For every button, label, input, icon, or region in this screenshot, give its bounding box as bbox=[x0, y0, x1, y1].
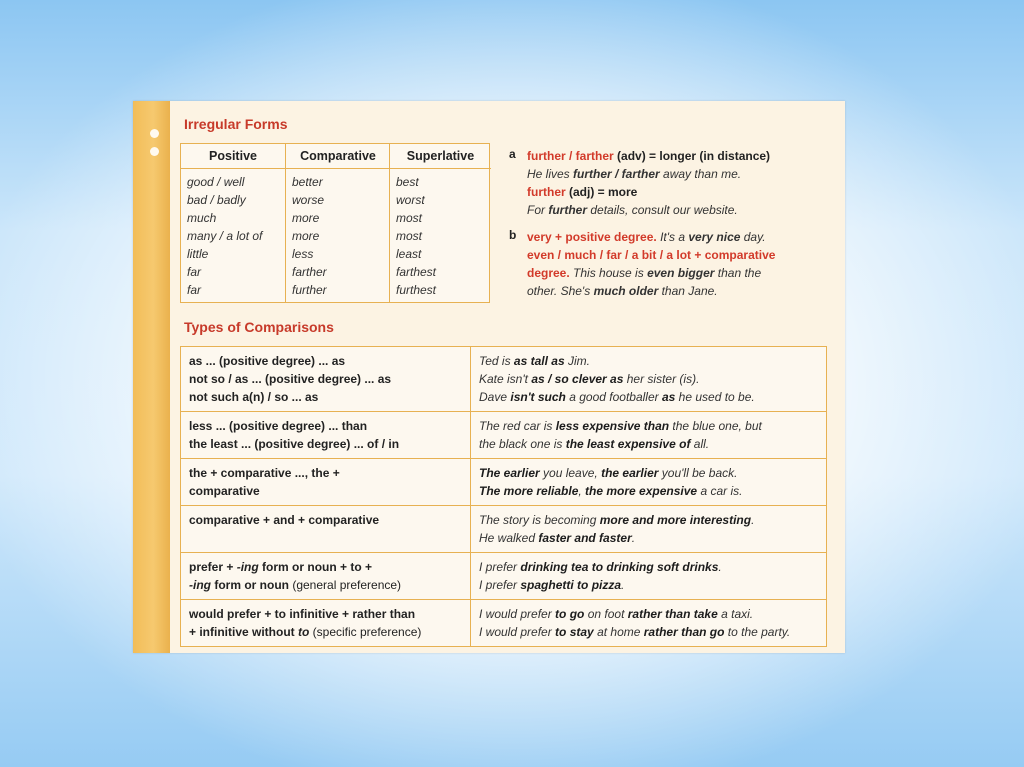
table-row bbox=[181, 412, 826, 459]
structure-line: the least ... (positive degree) ... of / in bbox=[189, 437, 400, 451]
example-text: . bbox=[751, 513, 755, 527]
note-line bbox=[527, 228, 839, 246]
superlative-cell: least bbox=[396, 247, 422, 261]
note-letter: b bbox=[509, 228, 517, 242]
comparative-cell: farther bbox=[292, 265, 327, 279]
example-line bbox=[479, 352, 818, 370]
note-emphasis: even bigger bbox=[647, 266, 715, 280]
example-text: at home bbox=[593, 625, 644, 639]
example-emphasis: drinking tea to drinking soft drinks bbox=[520, 560, 719, 574]
example-text: you leave, bbox=[539, 466, 602, 480]
example-text: I would prefer bbox=[479, 607, 556, 621]
example-line bbox=[479, 370, 818, 388]
structure-text: form or noun bbox=[211, 578, 293, 592]
example-emphasis: rather than take bbox=[627, 607, 718, 621]
note-line bbox=[527, 147, 839, 165]
textbook-page bbox=[133, 101, 845, 653]
table-row bbox=[181, 600, 826, 646]
positive-cell: many / a lot of bbox=[187, 229, 263, 243]
page-spine bbox=[133, 101, 170, 653]
example-emphasis: less expensive than bbox=[555, 419, 670, 433]
positive-cell: good / well bbox=[187, 175, 245, 189]
example-text: The red car is bbox=[479, 419, 556, 433]
superlative-cell: worst bbox=[396, 193, 425, 207]
superlative-cell: most bbox=[396, 211, 423, 225]
example-emphasis: to go bbox=[555, 607, 585, 621]
example-cell bbox=[471, 506, 826, 552]
example-emphasis: to stay bbox=[555, 625, 594, 639]
structure-text: form or noun + to + bbox=[258, 560, 373, 574]
structure-cell bbox=[181, 412, 471, 458]
comparative-column bbox=[285, 144, 390, 302]
usage-notes bbox=[509, 147, 839, 300]
example-text: . bbox=[621, 578, 625, 592]
structure-cell bbox=[181, 347, 471, 411]
example-line bbox=[479, 435, 818, 453]
structure-line bbox=[189, 558, 462, 576]
note-letter: a bbox=[509, 147, 516, 161]
structure-text: to bbox=[298, 625, 310, 639]
example-line bbox=[479, 623, 818, 641]
example-text: Kate isn't bbox=[479, 372, 532, 386]
example-emphasis: rather than go bbox=[643, 625, 725, 639]
example-line bbox=[479, 558, 818, 576]
structure-line bbox=[189, 576, 462, 594]
example-text: on foot bbox=[584, 607, 628, 621]
example-text: I prefer bbox=[479, 578, 521, 592]
example-text: a taxi. bbox=[717, 607, 754, 621]
note-line bbox=[527, 246, 839, 264]
comparative-header: Comparative bbox=[286, 144, 390, 169]
note-text: away than me. bbox=[659, 167, 742, 181]
positive-cell: little bbox=[187, 247, 209, 261]
structure-line: would prefer + to infinitive + rather than bbox=[189, 607, 416, 621]
structure-text: -ing bbox=[189, 578, 211, 592]
note-text: than Jane. bbox=[658, 284, 718, 298]
note-keyword: further / farther bbox=[527, 149, 614, 163]
example-text: a good footballer bbox=[565, 390, 662, 404]
comparative-cell: more bbox=[292, 211, 320, 225]
note-a bbox=[509, 147, 839, 219]
superlative-cell: farthest bbox=[396, 265, 437, 279]
note-text: other. She's bbox=[527, 284, 594, 298]
example-cell bbox=[471, 600, 826, 646]
example-text: . bbox=[631, 531, 636, 545]
example-text: Jim. bbox=[564, 354, 590, 368]
note-emphasis: further bbox=[548, 203, 588, 217]
example-line bbox=[479, 482, 818, 500]
example-cell bbox=[471, 347, 826, 411]
superlative-cell: best bbox=[396, 175, 419, 189]
example-text: the blue one, but bbox=[669, 419, 762, 433]
note-b bbox=[509, 228, 839, 300]
superlative-cell: most bbox=[396, 229, 423, 243]
example-text: Dave bbox=[479, 390, 511, 404]
note-keyword: even / much / far / a bit / a lot + comparative bbox=[527, 248, 776, 262]
example-line bbox=[479, 529, 818, 547]
positive-cell: bad / badly bbox=[187, 193, 246, 207]
example-text: Ted is bbox=[479, 354, 514, 368]
example-emphasis: The more reliable bbox=[479, 484, 579, 498]
example-emphasis: isn't such bbox=[510, 390, 566, 404]
example-emphasis: spaghetti to pizza bbox=[520, 578, 622, 592]
comparisons-table bbox=[180, 346, 827, 647]
note-line bbox=[527, 264, 839, 282]
note-keyword: further bbox=[527, 185, 566, 199]
note-emphasis: further / farther bbox=[573, 167, 660, 181]
example-emphasis: faster and faster bbox=[538, 531, 632, 545]
note-text: For bbox=[527, 203, 549, 217]
example-line bbox=[479, 417, 818, 435]
note-line bbox=[527, 183, 839, 201]
structure-line: comparative bbox=[189, 484, 260, 498]
example-emphasis: as bbox=[661, 390, 676, 404]
example-text: the black one is bbox=[479, 437, 566, 451]
note-text: details, consult our website. bbox=[587, 203, 738, 217]
superlative-cell: furthest bbox=[396, 283, 437, 297]
irregular-forms-heading: Irregular Forms bbox=[184, 116, 288, 132]
structure-line: as ... (positive degree) ... as bbox=[189, 354, 346, 368]
note-example bbox=[527, 165, 839, 183]
example-emphasis: more and more interesting bbox=[599, 513, 752, 527]
positive-header: Positive bbox=[181, 144, 285, 169]
structure-line: not so / as ... (positive degree) ... as bbox=[189, 372, 392, 386]
table-row bbox=[181, 459, 826, 506]
table-row bbox=[181, 553, 826, 600]
comparative-cell: further bbox=[292, 283, 327, 297]
example-text: I prefer bbox=[479, 560, 521, 574]
table-row bbox=[181, 347, 826, 412]
structure-cell bbox=[181, 553, 471, 599]
note-emphasis: much older bbox=[593, 284, 659, 298]
note-text: This house is bbox=[569, 266, 648, 280]
structure-line: not such a(n) / so ... as bbox=[189, 390, 319, 404]
example-text: he used to be. bbox=[675, 390, 755, 404]
note-text: than the bbox=[714, 266, 762, 280]
note-text: (adv) = longer (in distance) bbox=[613, 149, 771, 163]
structure-cell bbox=[181, 506, 471, 552]
example-text: . bbox=[718, 560, 722, 574]
note-keyword: degree. bbox=[527, 266, 570, 280]
structure-cell bbox=[181, 459, 471, 505]
comparative-cell: less bbox=[292, 247, 314, 261]
example-text: a car is. bbox=[697, 484, 743, 498]
example-cell bbox=[471, 412, 826, 458]
note-example bbox=[527, 201, 839, 219]
example-text: He walked bbox=[479, 531, 539, 545]
example-text: you'll be back. bbox=[658, 466, 738, 480]
comparative-cell: worse bbox=[292, 193, 325, 207]
structure-line: comparative + and + comparative bbox=[189, 513, 380, 527]
example-text: , bbox=[578, 484, 586, 498]
structure-note: (general preference) bbox=[292, 578, 402, 592]
example-emphasis: The earlier bbox=[479, 466, 540, 480]
structure-line bbox=[189, 623, 462, 641]
positive-cell: much bbox=[187, 211, 217, 225]
example-line bbox=[479, 464, 818, 482]
example-emphasis: the least expensive of bbox=[565, 437, 691, 451]
types-of-comparisons-heading: Types of Comparisons bbox=[184, 319, 334, 335]
table-row bbox=[181, 506, 826, 553]
irregular-forms-table bbox=[180, 143, 490, 303]
note-keyword: very + positive degree. bbox=[527, 230, 657, 244]
structure-text: prefer + bbox=[189, 560, 237, 574]
binder-hole bbox=[150, 147, 159, 156]
example-text: I would prefer bbox=[479, 625, 556, 639]
superlative-header: Superlative bbox=[390, 144, 491, 169]
superlative-column bbox=[389, 144, 491, 302]
example-text: to the party. bbox=[724, 625, 791, 639]
example-line bbox=[479, 388, 818, 406]
note-text: He lives bbox=[527, 167, 574, 181]
note-emphasis: very nice bbox=[688, 230, 741, 244]
note-text: day. bbox=[740, 230, 766, 244]
example-emphasis: as tall as bbox=[513, 354, 565, 368]
example-emphasis: the earlier bbox=[601, 466, 659, 480]
note-text: (adj) = more bbox=[565, 185, 638, 199]
positive-cell: far bbox=[187, 265, 202, 279]
example-cell bbox=[471, 459, 826, 505]
example-text: The story is becoming bbox=[479, 513, 600, 527]
example-cell bbox=[471, 553, 826, 599]
note-example bbox=[527, 282, 839, 300]
example-line bbox=[479, 576, 818, 594]
binder-hole bbox=[150, 129, 159, 138]
comparative-cell: more bbox=[292, 229, 320, 243]
structure-text: -ing bbox=[236, 560, 259, 574]
example-line bbox=[479, 605, 818, 623]
comparative-cell: better bbox=[292, 175, 323, 189]
positive-column bbox=[181, 144, 285, 302]
structure-text: + infinitive without bbox=[189, 625, 298, 639]
example-emphasis: as / so clever as bbox=[531, 372, 624, 386]
example-text: all. bbox=[690, 437, 710, 451]
example-line bbox=[479, 511, 818, 529]
note-text: It's a bbox=[656, 230, 689, 244]
structure-cell bbox=[181, 600, 471, 646]
example-text: her sister (is). bbox=[623, 372, 700, 386]
structure-line: less ... (positive degree) ... than bbox=[189, 419, 368, 433]
structure-line: the + comparative ..., the + bbox=[189, 466, 340, 480]
structure-note: (specific preference) bbox=[309, 625, 422, 639]
example-emphasis: the more expensive bbox=[585, 484, 698, 498]
positive-cell: far bbox=[187, 283, 202, 297]
